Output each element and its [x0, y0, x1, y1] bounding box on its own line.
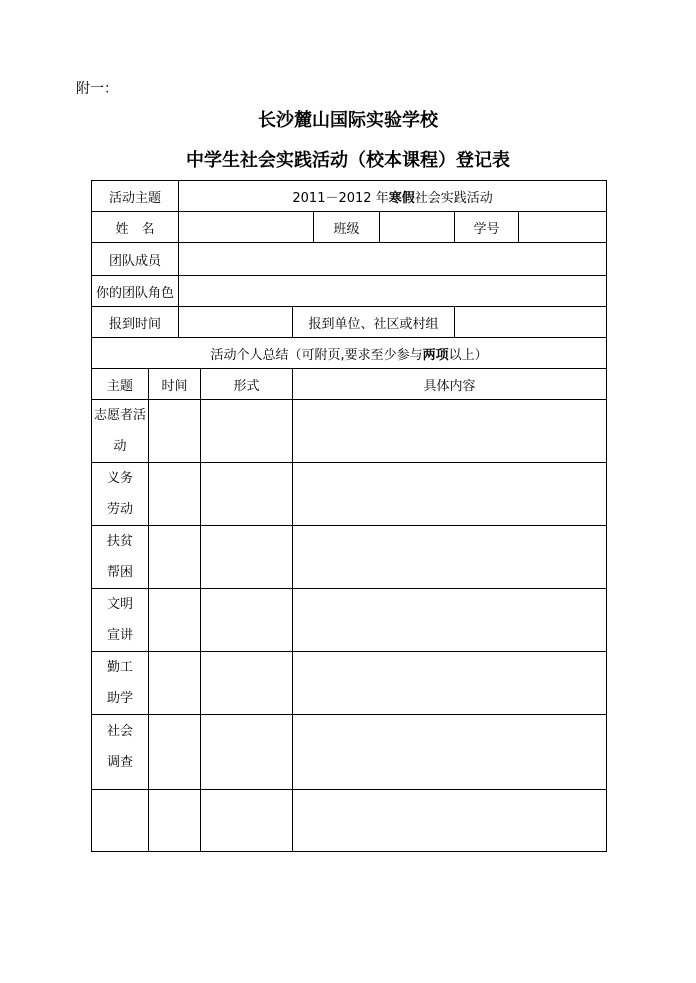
activity-subject	[92, 463, 149, 526]
activity-time-field[interactable]	[149, 463, 201, 526]
activity-subject-line1: 义务	[106, 471, 133, 486]
name-label: 姓 名	[92, 212, 179, 243]
report-time-label: 报到时间	[92, 307, 179, 338]
summary-prefix: 活动个人总结（可附页,要求至少参与	[210, 347, 423, 363]
activity-content-field[interactable]	[293, 526, 607, 589]
activity-content-field[interactable]	[293, 652, 607, 715]
report-unit-label: 报到单位、社区或村组	[293, 307, 455, 338]
activity-subject-line1: 扶贫	[106, 534, 133, 549]
summary-row	[92, 338, 607, 369]
activity-format-field[interactable]	[201, 589, 293, 652]
activity-row	[92, 400, 607, 463]
activity-time-field[interactable]	[149, 526, 201, 589]
activity-subject-line1: 勤工	[106, 660, 133, 675]
activity-subject-line1: 文明	[106, 597, 133, 612]
student-no-label: 学号	[455, 212, 519, 243]
activity-row	[92, 526, 607, 589]
class-label: 班级	[314, 212, 380, 243]
column-header-subject: 主题	[92, 369, 149, 400]
activity-row	[92, 652, 607, 715]
name-row	[92, 212, 607, 243]
column-header-format: 形式	[201, 369, 293, 400]
activity-row	[92, 589, 607, 652]
activity-subject	[92, 589, 149, 652]
team-members-label: 团队成员	[92, 243, 179, 276]
activity-row	[92, 463, 607, 526]
team-role-label: 你的团队角色	[92, 276, 179, 307]
name-field[interactable]	[179, 212, 314, 243]
activity-subject-line2: 帮困	[106, 565, 133, 580]
class-field[interactable]	[380, 212, 455, 243]
column-header-row	[92, 369, 607, 400]
activity-subject-line2: 动	[113, 439, 127, 454]
team-role-field[interactable]	[179, 276, 607, 307]
theme-label: 活动主题	[92, 181, 179, 212]
form-title: 中学生社会实践活动（校本课程）登记表	[186, 150, 510, 171]
activity-subject-line2: 助学	[106, 691, 133, 706]
activity-subject-line1: 社会	[106, 724, 133, 739]
activity-time-field[interactable]	[149, 715, 201, 790]
student-no-field[interactable]	[519, 212, 607, 243]
activity-time-field[interactable]	[149, 652, 201, 715]
activity-subject-line2: 调查	[106, 755, 133, 770]
activity-row	[92, 715, 607, 790]
theme-value	[179, 181, 607, 212]
school-name: 长沙麓山国际实验学校	[258, 110, 438, 131]
activity-content-field[interactable]	[293, 790, 607, 852]
activity-format-field[interactable]	[201, 790, 293, 852]
theme-bold: 寒假	[388, 190, 415, 206]
summary-bold: 两项	[422, 347, 449, 363]
activity-subject	[92, 526, 149, 589]
activity-row-blank	[92, 790, 607, 852]
theme-row	[92, 181, 607, 212]
activity-content-field[interactable]	[293, 400, 607, 463]
activity-time-field[interactable]	[149, 790, 201, 852]
activity-subject-line1: 志愿者活	[93, 408, 146, 423]
report-unit-field[interactable]	[455, 307, 607, 338]
activity-format-field[interactable]	[201, 463, 293, 526]
activity-subject-field[interactable]	[92, 790, 149, 852]
activity-subject	[92, 400, 149, 463]
activity-format-field[interactable]	[201, 526, 293, 589]
activity-subject	[92, 715, 149, 790]
team-members-field[interactable]	[179, 243, 607, 276]
team-role-row	[92, 276, 607, 307]
activity-time-field[interactable]	[149, 589, 201, 652]
theme-prefix: 2011－2012 年	[292, 190, 389, 206]
activity-content-field[interactable]	[293, 715, 607, 790]
activity-subject-line2: 宣讲	[106, 628, 133, 643]
activity-subject	[92, 652, 149, 715]
column-header-time: 时间	[149, 369, 201, 400]
activity-format-field[interactable]	[201, 400, 293, 463]
summary-suffix: 以上）	[448, 347, 488, 363]
activity-format-field[interactable]	[201, 715, 293, 790]
activity-subject-line2: 劳动	[106, 502, 133, 517]
report-row	[92, 307, 607, 338]
summary-heading	[92, 338, 607, 369]
report-time-field[interactable]	[179, 307, 293, 338]
activity-content-field[interactable]	[293, 463, 607, 526]
activity-content-field[interactable]	[293, 589, 607, 652]
activity-format-field[interactable]	[201, 652, 293, 715]
team-members-row	[92, 243, 607, 276]
column-header-content: 具体内容	[293, 369, 607, 400]
registration-table	[91, 180, 607, 852]
theme-suffix: 社会实践活动	[414, 190, 493, 206]
annex-label: 附一：	[76, 81, 118, 97]
activity-time-field[interactable]	[149, 400, 201, 463]
